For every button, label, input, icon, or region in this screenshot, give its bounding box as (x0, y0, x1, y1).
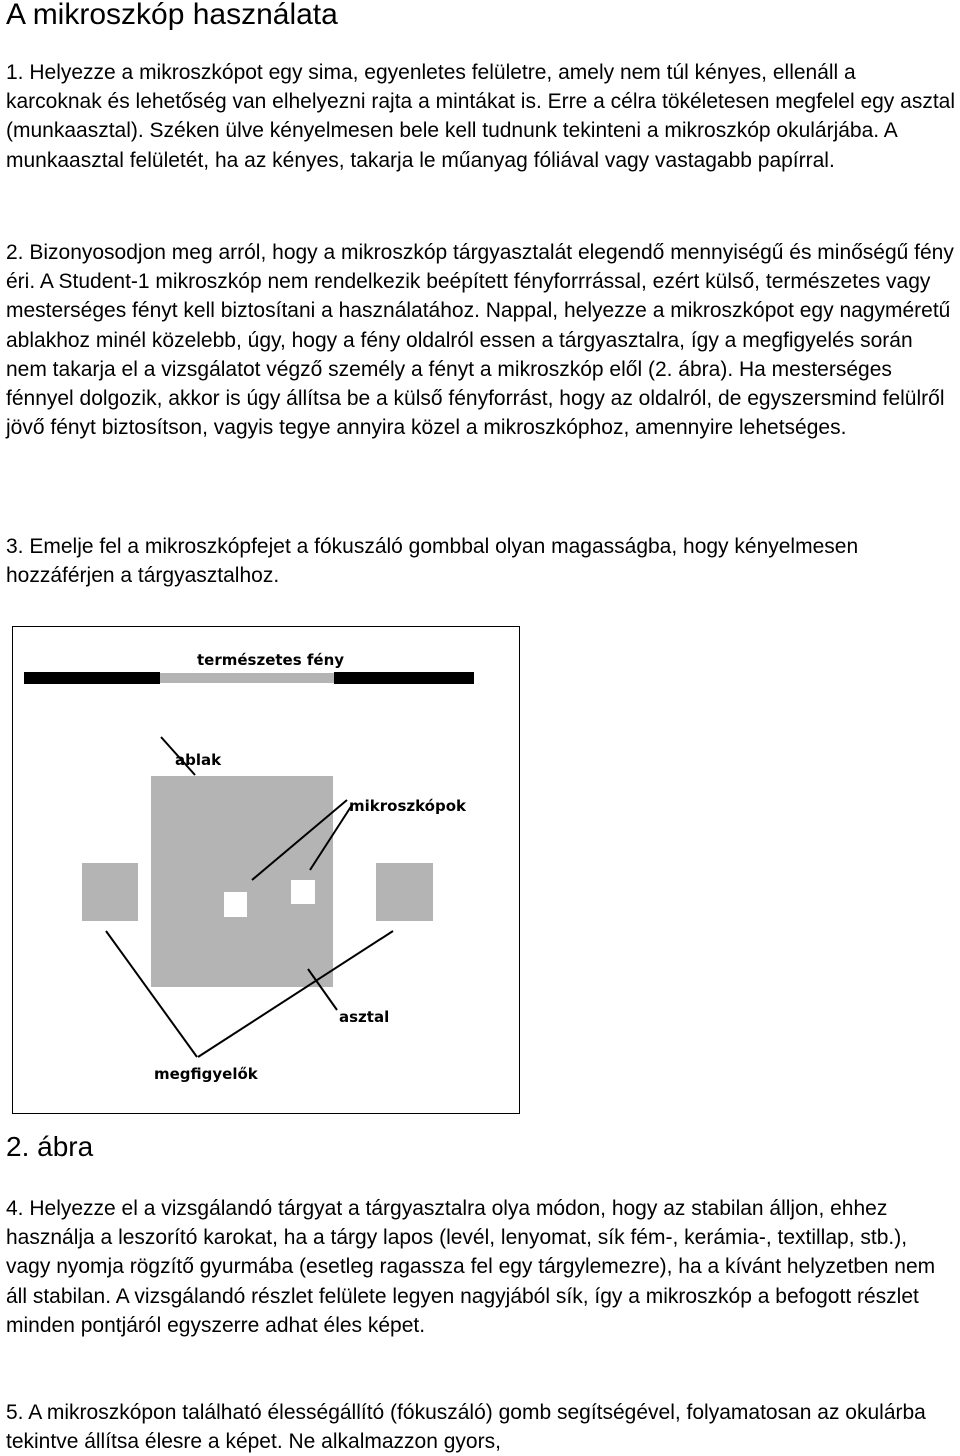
paragraph-4: 4. Helyezze el a vizsgálandó tárgyat a tárgyasztalra olya módon, hogy az stabilan álljon, ehhez használja a leszorító karokat, ha a tárgy lapos (levél, lenyomat, sík fém-, kerámia-, textillap, stb.), vagy nyomja rögzítő gyurmába (esetleg ragassza fel egy tárgylemezre), ha a kívánt helyzetben nem áll stabilan. A vizsgálandó részlet felülete legyen nagyjából sík, így a mikroszkóp a befogott részlet minden pontjáról egyszerre adhat éles képet. (6, 1197, 936, 1337)
microscope-left (224, 892, 247, 917)
paragraph-3: 3. Emelje fel a mikroszkópfejet a fókuszáló gombbal olyan magasságba, hogy kényelmesen hozzáférjen a tárgyasztalhoz. (6, 535, 859, 588)
observer-right (376, 863, 433, 921)
wall-left (24, 672, 160, 684)
paragraph-1: 1. Helyezze a mikroszkópot egy sima, egyenletes felületre, amely nem túl kényes, ellenáll a karcoknak és lehetőség van elhelyezni rajta a mintákat is. Erre a célra tökéletesen megfelel egy asztal (munkaasztal). Széken ülve kényelmesen bele kell tudnunk tekinteni a mikroszkóp okulárjába. A munkaasztal felületét, ha az kényes, takarja le műanyag fóliával vagy vastagabb papírral. (6, 61, 955, 172)
page-title: A mikroszkóp használata (6, 0, 338, 31)
paragraph-5: 5. A mikroszkópon található élességállító (fókuszáló) gomb segítségével, folyamatosan az okulárba tekintve állítsa élesre a képet. Ne alkalmazzon gyors, (6, 1401, 926, 1454)
label-microscopes: mikroszkópok (349, 797, 467, 815)
paragraph-2: 2. Bizonyosodjon meg arról, hogy a mikroszkóp tárgyasztalát elegendő mennyiségű és minőségű fény éri. A Student-1 mikroszkóp nem rendelkezik beépített fényforrrással, ezért külső, természetes vagy mesterséges fényt kell biztosítani a használatához. Nappal, helyezze a mikroszkópot egy nagyméretű ablakhoz minél közelebb, úgy, hogy a fény oldalról essen a tárgyasztalra, így a megfigyelés során nem takarja el a vizsgálatot végző személy a fényt a mikroszkóp elől (2. ábra). Ha mesterséges fénnyel dolgozik, akkor is úgy állítsa be a külső fényforrást, hogy az oldalról, de egyszersmind felülről jövő fényt biztosítson, vagyis tegye annyira közel a mikroszkóphoz, amennyire lehetséges. (6, 241, 954, 440)
label-observers: megfigyelők (154, 1065, 258, 1083)
figure-2-diagram (12, 626, 520, 1114)
wall-right (334, 672, 474, 684)
label-natural-light: természetes fény (197, 651, 345, 669)
window-opening (160, 673, 334, 683)
label-table: asztal (339, 1008, 390, 1026)
observer-left (82, 863, 138, 921)
microscope-right (291, 880, 315, 904)
figure-caption: 2. ábra (6, 1131, 94, 1162)
label-window: ablak (175, 751, 222, 769)
